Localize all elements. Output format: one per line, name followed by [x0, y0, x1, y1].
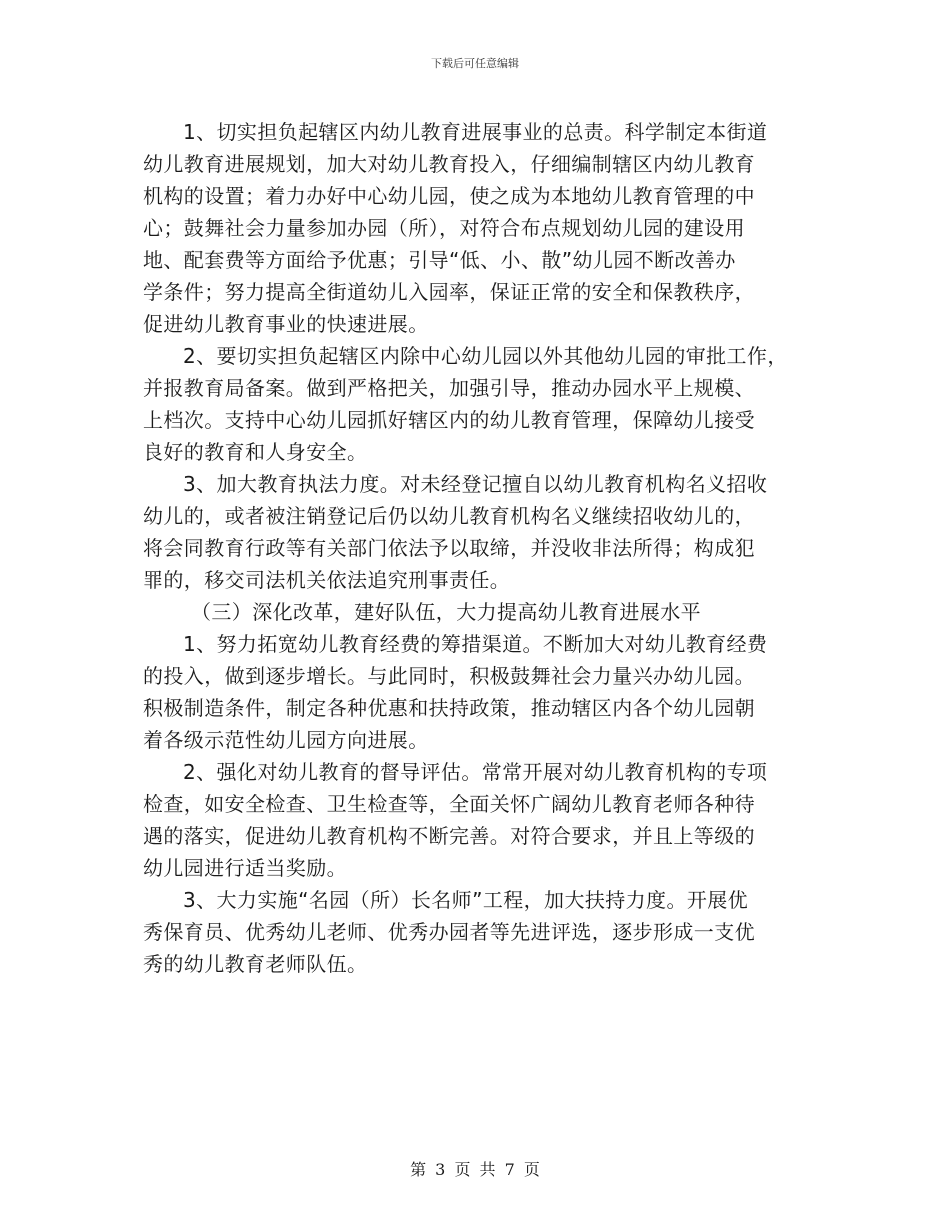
paragraph-4: [143, 628, 823, 756]
section-heading-text: （三）深化改革，建好队伍，大力提高幼儿教育进展水平: [191, 600, 701, 624]
paragraph-2: [143, 340, 823, 468]
text-line: 2、要切实担负起辖区内除中心幼儿园以外其他幼儿园的审批工作，: [183, 344, 788, 368]
text-line: 3、大力实施“名园（所）长名师”工程，加大扶持力度。开展优: [183, 888, 749, 912]
text-line: 促进幼儿教育事业的快速进展。: [143, 312, 429, 336]
paragraph-6: [143, 884, 823, 980]
page-header-note: 下载后可任意编辑: [431, 57, 519, 70]
text-line: 将会同教育行政等有关部门依法予以取缔，并没收非法所得；构成犯: [143, 536, 755, 560]
text-line: 良好的教育和人身安全。: [143, 440, 368, 464]
document-body: [143, 116, 823, 980]
text-line: 机构的设置；着力办好中心幼儿园，使之成为本地幼儿教育管理的中: [143, 184, 755, 208]
paragraph-5: [143, 756, 823, 884]
text-line: 着各级示范性幼儿园方向进展。: [143, 728, 429, 752]
text-line: 1、切实担负起辖区内幼儿教育进展事业的总责。科学制定本街道: [183, 120, 768, 144]
text-line: 并报教育局备案。做到严格把关，加强引导，推动办园水平上规模、: [143, 376, 755, 400]
text-line: 2、强化对幼儿教育的督导评估。常常开展对幼儿教育机构的专项: [183, 760, 768, 784]
text-line: 检查，如安全检查、卫生检查等，全面关怀广阔幼儿教育老师各种待: [143, 792, 755, 816]
page-number-footer: 第 3 页 共 7 页: [410, 1160, 540, 1179]
text-line: 罪的，移交司法机关依法追究刑事责任。: [143, 568, 511, 592]
text-line: 秀保育员、优秀幼儿老师、优秀办园者等先进评选，逐步形成一支优: [143, 920, 755, 944]
text-line: 幼儿的，或者被注销登记后仍以幼儿教育机构名义继续招收幼儿的，: [143, 504, 755, 528]
text-line: 3、加大教育执法力度。对未经登记擅自以幼儿教育机构名义招收: [183, 472, 768, 496]
text-line: 上档次。支持中心幼儿园抓好辖区内的幼儿教育管理，保障幼儿接受: [143, 408, 755, 432]
text-line: 遇的落实，促进幼儿教育机构不断完善。对符合要求，并且上等级的: [143, 824, 755, 848]
text-line: 学条件；努力提高全街道幼儿入园率，保证正常的安全和保教秩序，: [143, 280, 755, 304]
text-line: 地、配套费等方面给予优惠；引导“低、小、散”幼儿园不断改善办: [143, 248, 736, 272]
section-heading: [143, 596, 823, 628]
paragraph-1: [143, 116, 823, 340]
text-line: 积极制造条件，制定各种优惠和扶持政策，推动辖区内各个幼儿园朝: [143, 696, 755, 720]
text-line: 秀的幼儿教育老师队伍。: [143, 952, 368, 976]
text-line: 幼儿教育进展规划，加大对幼儿教育投入，仔细编制辖区内幼儿教育: [143, 152, 755, 176]
paragraph-3: [143, 468, 823, 596]
text-line: 心；鼓舞社会力量参加办园（所），对符合布点规划幼儿园的建设用: [143, 216, 745, 240]
text-line: 1、努力拓宽幼儿教育经费的筹措渠道。不断加大对幼儿教育经费: [183, 632, 768, 656]
text-line: 幼儿园进行适当奖励。: [143, 856, 347, 880]
text-line: 的投入，做到逐步增长。与此同时，积极鼓舞社会力量兴办幼儿园。: [143, 664, 755, 688]
